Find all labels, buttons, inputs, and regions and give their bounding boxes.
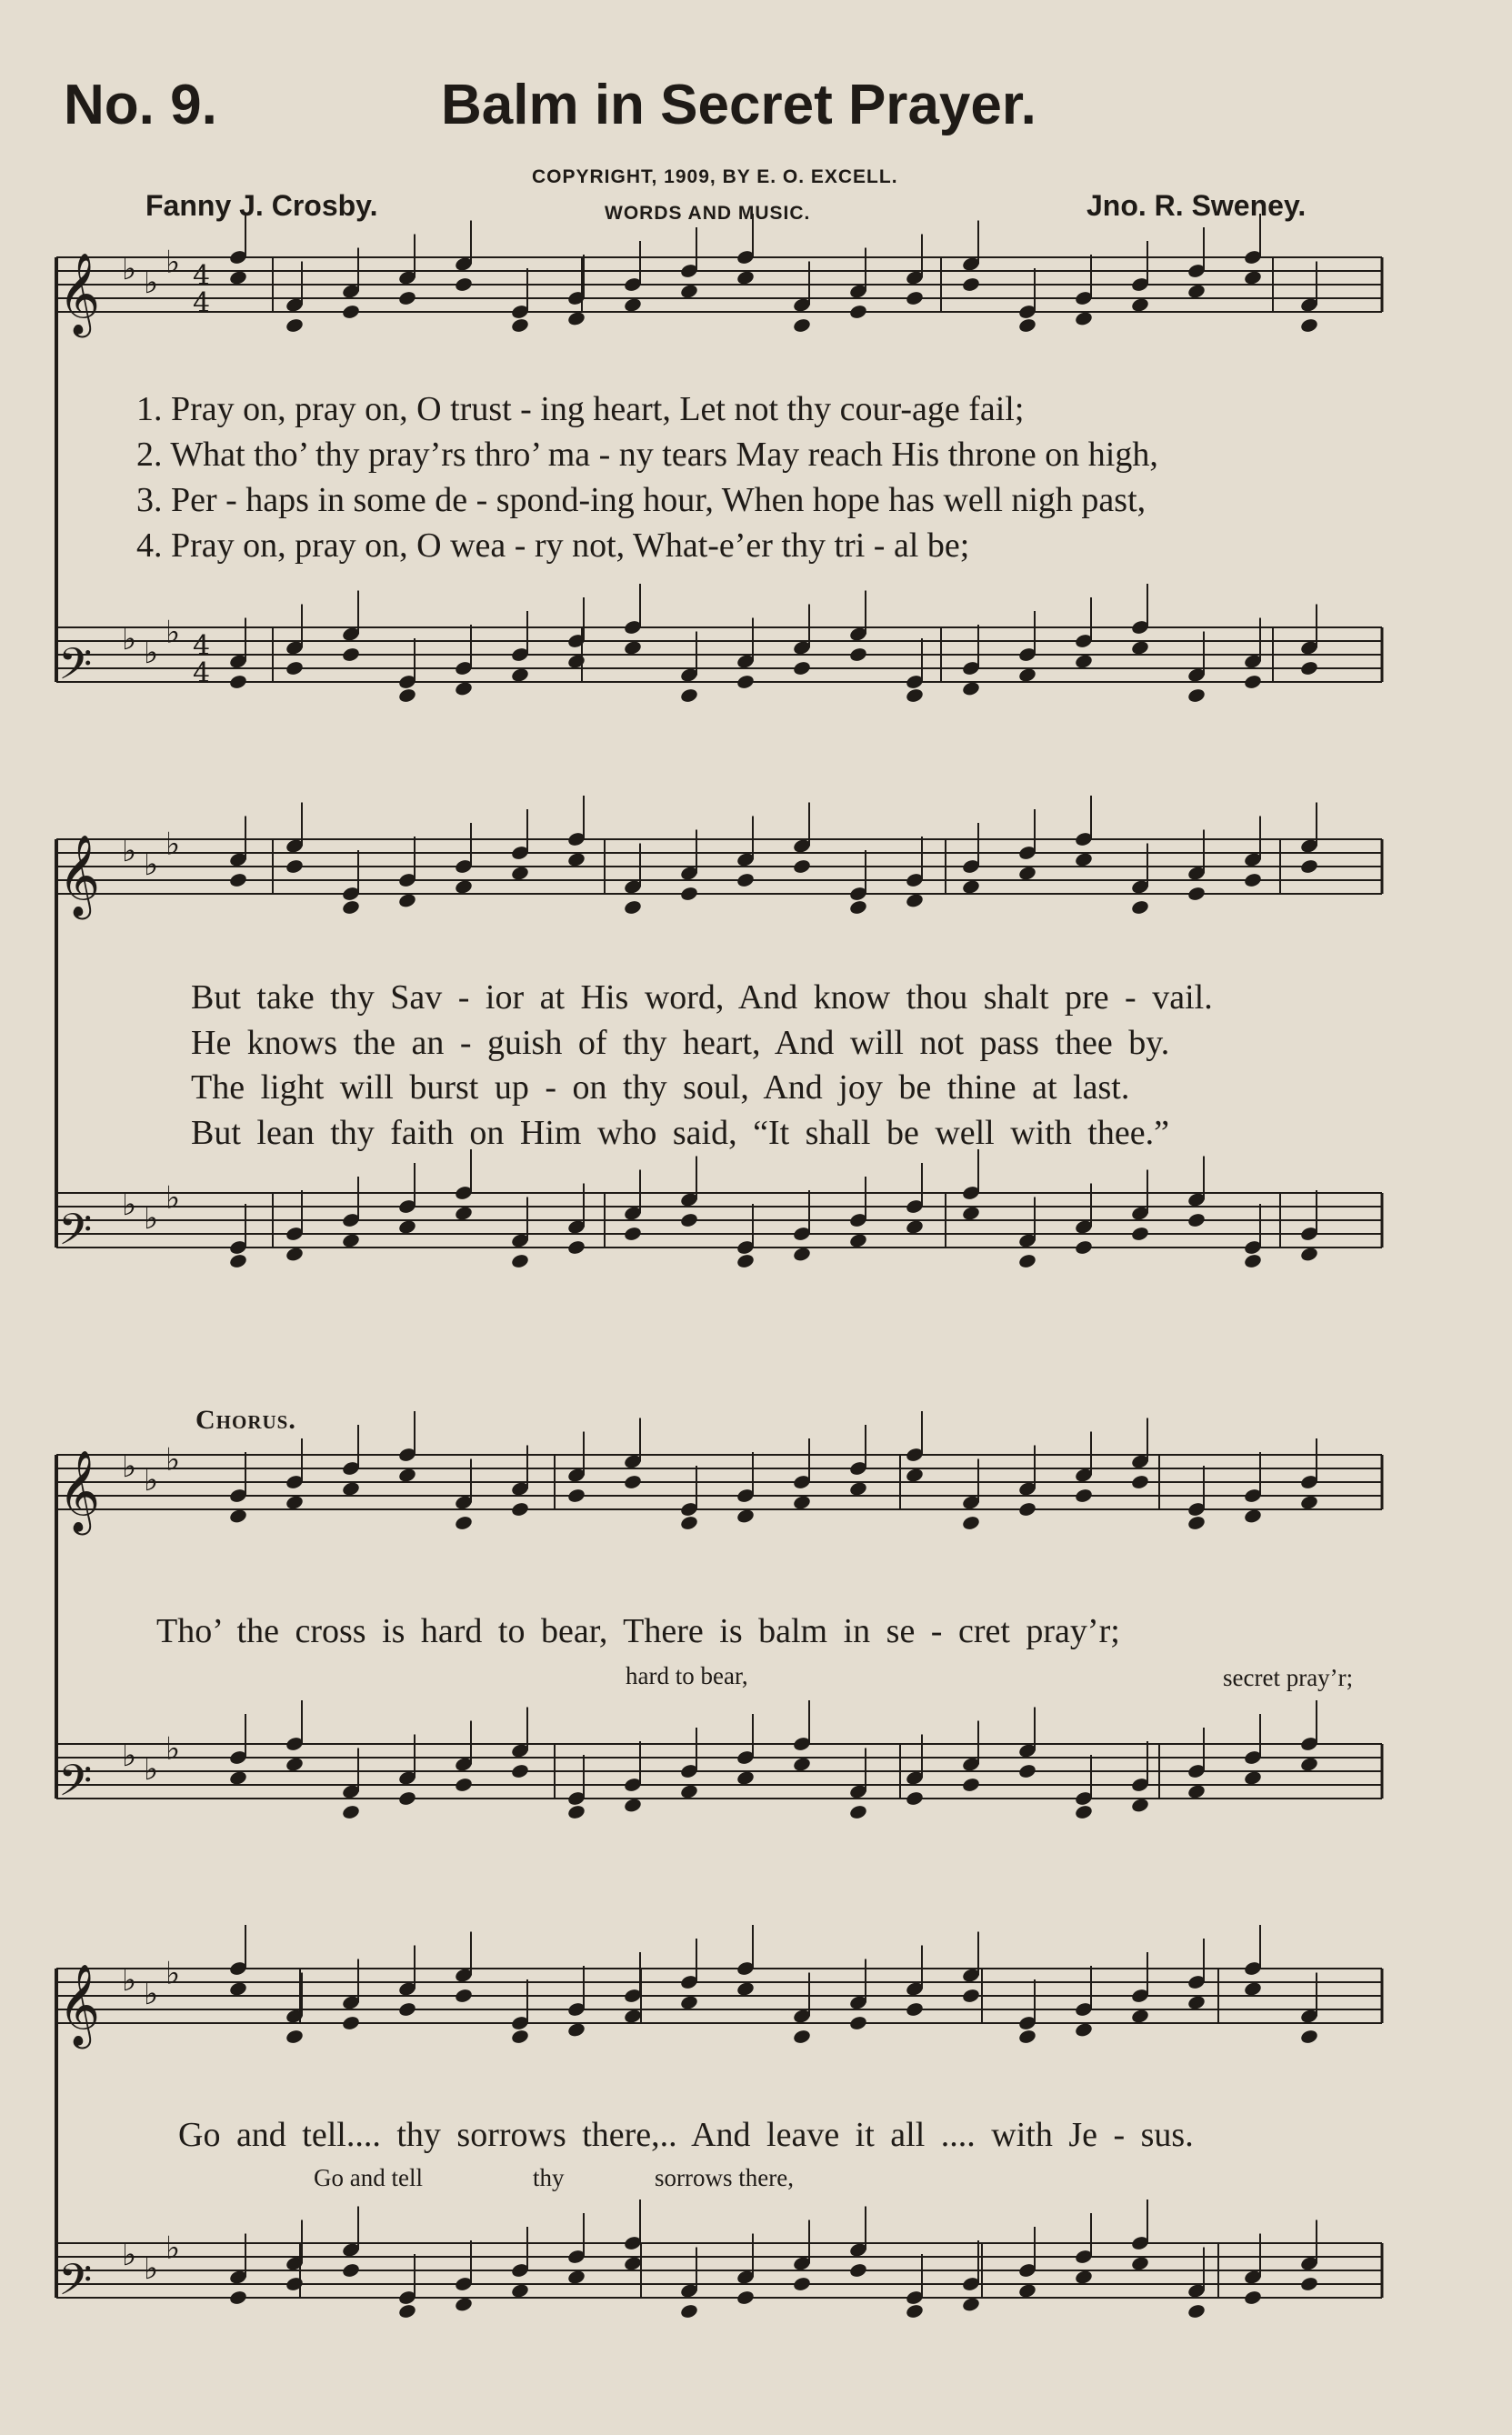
note-head	[510, 1501, 529, 1518]
note-head	[1243, 1769, 1262, 1786]
note-head	[736, 674, 755, 690]
note-head	[510, 1253, 529, 1269]
note-head	[228, 674, 247, 690]
note-head	[1299, 1246, 1318, 1262]
note-head	[397, 1467, 416, 1483]
flat-icon: ♭	[122, 1448, 137, 1485]
note-head	[1074, 2269, 1093, 2285]
note-head	[566, 1488, 586, 1504]
flat-icon: ♭	[144, 635, 159, 671]
note-head	[285, 1246, 304, 1262]
note-head	[961, 276, 980, 293]
note-head	[1074, 1804, 1093, 1820]
note-head	[905, 2001, 924, 2018]
note-head	[848, 304, 867, 320]
verse-4-line-2: But lean thy faith on Him who said, “It shall be well with thee.”	[191, 1114, 1169, 1152]
note-head	[510, 666, 529, 683]
verse-4-line-1: 4. Pray on, pray on, O wea - ry not, What-e’er thy tri - al be;	[136, 526, 970, 565]
note-head	[1130, 899, 1149, 916]
note-head	[848, 1804, 867, 1820]
note-head	[1299, 2029, 1318, 2045]
flat-icon: ♭	[165, 2230, 181, 2267]
flat-icon: ♭	[144, 1751, 159, 1788]
flat-icon: ♭	[144, 847, 159, 883]
chorus-line-1: Tho’ the cross is hard to bear, There is balm in se - cret pray’r;	[156, 1612, 1120, 1650]
note-head	[623, 639, 642, 656]
note-head	[1187, 1994, 1206, 2010]
flat-icon: ♭	[165, 1179, 181, 1217]
time-signature-icon: 4	[193, 630, 211, 662]
bass-clef-icon: 𝄢	[58, 638, 93, 700]
note-head	[736, 1980, 755, 1997]
treble-clef-icon: 𝄞	[58, 1450, 101, 1532]
note-head	[736, 269, 755, 286]
flat-icon: ♭	[165, 614, 181, 651]
note-head	[1017, 1253, 1036, 1269]
note-head	[454, 1205, 473, 1221]
note-head	[566, 653, 586, 669]
note-head	[961, 680, 980, 696]
note-head	[566, 310, 586, 326]
note-head	[1299, 858, 1318, 875]
note-head	[454, 680, 473, 696]
chorus-echo-2c: sorrows there,	[655, 2164, 794, 2191]
note-head	[679, 1783, 698, 1799]
hymn-number: No. 9.	[64, 74, 217, 136]
note-head	[566, 2021, 586, 2038]
note-head	[566, 1239, 586, 1256]
chorus-echo-2a: Go and tell	[314, 2164, 423, 2191]
note-head	[679, 1994, 698, 2010]
note-head	[961, 878, 980, 895]
note-head	[905, 892, 924, 908]
flat-icon: ♭	[165, 1441, 181, 1478]
note-head	[1243, 269, 1262, 286]
flat-icon: ♭	[122, 1962, 137, 1999]
time-signature-icon: 4	[193, 260, 211, 292]
note-head	[397, 892, 416, 908]
note-head	[905, 687, 924, 704]
note-head	[397, 2303, 416, 2320]
note-head	[397, 2001, 416, 2018]
note-head	[792, 317, 811, 334]
note-head	[1187, 886, 1206, 902]
note-head	[285, 1756, 304, 1772]
flat-icon: ♭	[165, 826, 181, 863]
treble-clef-icon: 𝄞	[58, 253, 101, 335]
note-head	[792, 2029, 811, 2045]
note-head	[792, 1756, 811, 1772]
note-head	[792, 858, 811, 875]
note-head	[961, 1515, 980, 1531]
note-head	[285, 660, 304, 676]
chorus-label: Chorus.	[195, 1405, 296, 1435]
note-head	[679, 283, 698, 299]
flat-icon: ♭	[144, 265, 159, 301]
note-head	[1130, 2255, 1149, 2271]
flat-icon: ♭	[122, 251, 137, 287]
note-head	[1243, 1508, 1262, 1524]
note-head	[961, 1777, 980, 1793]
note-head	[1074, 1488, 1093, 1504]
note-head	[397, 687, 416, 704]
note-head	[1130, 1226, 1149, 1242]
note-head	[1187, 1783, 1206, 1799]
note-head	[961, 1988, 980, 2004]
flat-icon: ♭	[122, 2237, 137, 2273]
note-head	[1017, 865, 1036, 881]
note-head	[623, 1474, 642, 1490]
flat-icon: ♭	[144, 2250, 159, 2287]
note-head	[1074, 2021, 1093, 2038]
note-head	[285, 1494, 304, 1510]
note-head	[792, 660, 811, 676]
verse-2-line-1: 2. What tho’ thy pray’rs thro’ ma - ny tears May reach His throne on high,	[136, 436, 1158, 474]
note-head	[1243, 2290, 1262, 2306]
composer-name: Jno. R. Sweney.	[1086, 189, 1307, 222]
flat-icon: ♭	[122, 833, 137, 869]
note-head	[848, 899, 867, 916]
note-head	[792, 1246, 811, 1262]
note-head	[1299, 317, 1318, 334]
note-head	[736, 1253, 755, 1269]
note-head	[1187, 687, 1206, 704]
note-head	[792, 2276, 811, 2292]
note-head	[285, 317, 304, 334]
bass-clef-icon: 𝄢	[58, 2254, 93, 2316]
note-head	[510, 2282, 529, 2299]
note-head	[623, 899, 642, 916]
note-head	[1017, 1763, 1036, 1779]
bass-clef-icon: 𝄢	[58, 1755, 93, 1817]
note-head	[1130, 2008, 1149, 2024]
note-head	[510, 2029, 529, 2045]
bass-clef-icon: 𝄢	[58, 1204, 93, 1266]
verse-2-line-2: He knows the an - guish of thy heart, And will not pass thee by.	[191, 1024, 1170, 1062]
note-head	[848, 1232, 867, 1248]
chorus-echo-1b: secret pray’r;	[1223, 1664, 1354, 1691]
note-head	[905, 1218, 924, 1235]
note-head	[1187, 1212, 1206, 1228]
flat-icon: ♭	[122, 1738, 137, 1774]
note-head	[397, 1790, 416, 1807]
note-head	[623, 2255, 642, 2271]
note-head	[341, 1480, 360, 1497]
note-head	[454, 276, 473, 293]
note-head	[397, 1218, 416, 1235]
flat-icon: ♭	[165, 244, 181, 281]
note-head	[1299, 1756, 1318, 1772]
note-head	[1017, 2029, 1036, 2045]
note-head	[1074, 653, 1093, 669]
note-head	[1243, 674, 1262, 690]
note-head	[285, 2029, 304, 2045]
verse-1-line-2: But take thy Sav - ior at His word, And know thou shalt pre - vail.	[191, 978, 1213, 1017]
time-signature-icon: 4	[193, 287, 211, 319]
note-head	[736, 1769, 755, 1786]
note-head	[848, 2262, 867, 2279]
note-head	[1074, 310, 1093, 326]
note-head	[228, 269, 247, 286]
note-head	[341, 1804, 360, 1820]
note-head	[228, 872, 247, 888]
note-head	[736, 2290, 755, 2306]
note-head	[623, 2008, 642, 2024]
treble-clef-icon: 𝄞	[58, 835, 101, 917]
flat-icon: ♭	[122, 621, 137, 657]
note-head	[454, 1988, 473, 2004]
flat-icon: ♭	[144, 1976, 159, 2012]
note-head	[1243, 1253, 1262, 1269]
note-head	[792, 1494, 811, 1510]
note-head	[736, 872, 755, 888]
chorus-echo-1a: hard to bear,	[626, 1662, 748, 1689]
note-head	[285, 2276, 304, 2292]
note-head	[848, 2015, 867, 2031]
note-head	[1243, 872, 1262, 888]
note-head	[623, 1797, 642, 1813]
note-head	[1074, 851, 1093, 867]
note-head	[848, 646, 867, 663]
note-head	[905, 1790, 924, 1807]
treble-clef-icon: 𝄞	[58, 1964, 101, 2046]
note-head	[341, 2015, 360, 2031]
note-head	[454, 878, 473, 895]
note-head	[623, 296, 642, 313]
note-head	[397, 290, 416, 306]
note-head	[1074, 1239, 1093, 1256]
note-head	[341, 304, 360, 320]
note-head	[1130, 1474, 1149, 1490]
note-head	[228, 1508, 247, 1524]
note-head	[1017, 666, 1036, 683]
verse-3-line-1: 3. Per - haps in some de - spond-ing hour, When hope has well nigh past,	[136, 481, 1147, 519]
note-head	[1017, 2282, 1036, 2299]
note-head	[566, 1804, 586, 1820]
note-head	[1187, 2303, 1206, 2320]
note-head	[228, 1769, 247, 1786]
flat-icon: ♭	[165, 1955, 181, 1992]
note-head	[848, 1480, 867, 1497]
note-head	[510, 317, 529, 334]
chorus-echo-2b: thy	[533, 2164, 565, 2191]
note-head	[905, 2303, 924, 2320]
note-head	[1130, 1797, 1149, 1813]
note-head	[905, 1467, 924, 1483]
note-head	[1299, 660, 1318, 676]
note-head	[679, 687, 698, 704]
note-head	[736, 1508, 755, 1524]
note-head	[566, 851, 586, 867]
verse-1-line-1: 1. Pray on, pray on, O trust - ing heart, Let not thy cour-age fail;	[136, 390, 1025, 428]
copyright-notice: COPYRIGHT, 1909, BY E. O. EXCELL.	[532, 166, 898, 187]
chorus-line-2: Go and tell.... thy sorrows there,.. And leave it all .... with Je - sus.	[178, 2116, 1194, 2154]
time-signature-icon: 4	[193, 657, 211, 689]
verse-3-line-2: The light will burst up - on thy soul, And joy be thine at last.	[191, 1068, 1130, 1107]
note-head	[341, 646, 360, 663]
note-head	[905, 290, 924, 306]
note-head	[679, 886, 698, 902]
note-head	[623, 1226, 642, 1242]
note-head	[341, 899, 360, 916]
note-head	[1187, 283, 1206, 299]
note-head	[228, 1253, 247, 1269]
note-head	[1130, 296, 1149, 313]
words-music-label: WORDS AND MUSIC.	[605, 203, 811, 224]
note-head	[454, 1777, 473, 1793]
note-head	[961, 2296, 980, 2312]
note-head	[679, 2303, 698, 2320]
flat-icon: ♭	[144, 1462, 159, 1498]
note-head	[961, 1205, 980, 1221]
note-head	[566, 2269, 586, 2285]
note-head	[285, 858, 304, 875]
flat-icon: ♭	[165, 1730, 181, 1768]
note-head	[454, 1515, 473, 1531]
note-head	[1017, 1501, 1036, 1518]
note-head	[1243, 1980, 1262, 1997]
note-head	[454, 2296, 473, 2312]
note-head	[228, 1980, 247, 1997]
flat-icon: ♭	[144, 1200, 159, 1237]
note-head	[341, 2262, 360, 2279]
note-head	[1299, 2276, 1318, 2292]
note-head	[679, 1212, 698, 1228]
note-head	[1017, 317, 1036, 334]
lyricist-name: Fanny J. Crosby.	[145, 189, 378, 222]
note-head	[679, 1515, 698, 1531]
note-head	[510, 1763, 529, 1779]
note-head	[510, 865, 529, 881]
flat-icon: ♭	[122, 1187, 137, 1223]
note-head	[341, 1232, 360, 1248]
note-head	[228, 2290, 247, 2306]
hymn-title: Balm in Secret Prayer.	[441, 74, 1036, 136]
note-head	[1187, 1515, 1206, 1531]
note-head	[1299, 1494, 1318, 1510]
note-head	[1130, 639, 1149, 656]
